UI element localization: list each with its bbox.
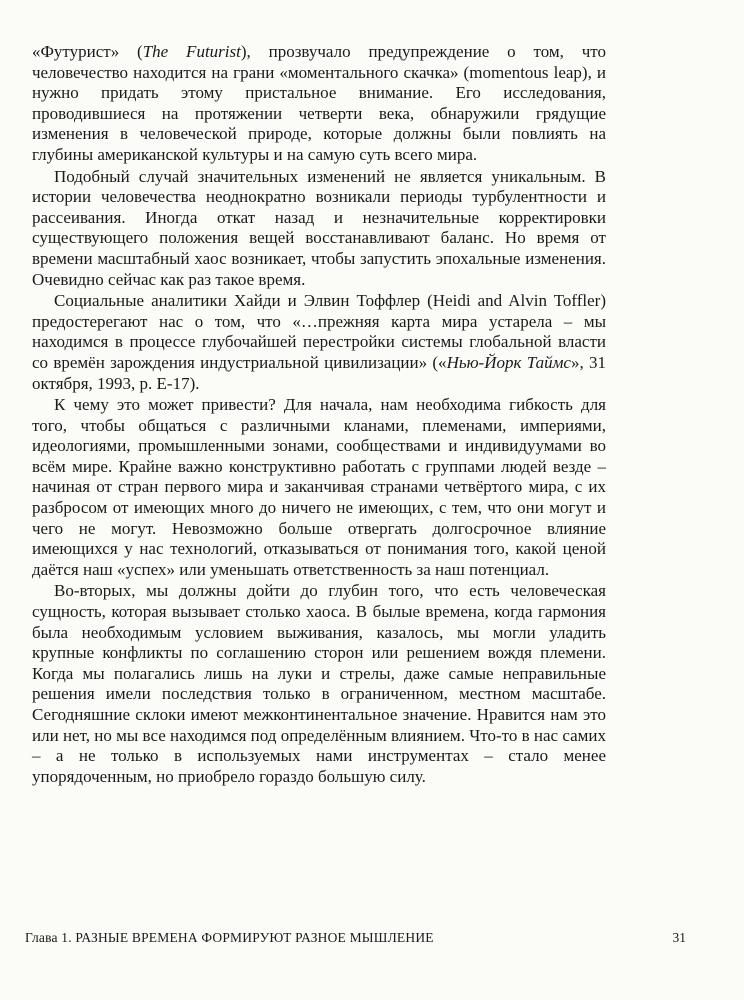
body-text [32, 42, 606, 787]
text-segment: ), прозвучало предупреждение о том, что человечество находится на грани «моментального скачка» (momentous leap), и нужно придать этому пристальное внимание. Его исследования, проводившиеся на протяжении четверти века, обнаружили грядущие изменения в человеческой природе, которые должны были повлиять на глубины американской культуры и на самую суть всего мира. [32, 42, 607, 164]
italic-text: Нью-Йорк Таймс [446, 352, 571, 372]
paragraph [32, 167, 606, 291]
text-segment: Социальные аналитики Хайди и Элвин Тоффлер (Heidi and Alvin Toffler) предостерегают нас о том, что «…прежняя карта мира устарела – мы находимся в процессе глубочайшей перестройки системы глобальной власти со времён зарождения индустриальной цивилизации» (« [32, 291, 606, 372]
running-footer-chapter: Глава 1. РАЗНЫЕ ВРЕМЕНА ФОРМИРУЮТ РАЗНОЕ МЫШЛЕНИЕ [25, 930, 434, 945]
text-segment: », 31 октября, 1993, p. E-17). [32, 352, 606, 393]
text-segment: Во-вторых, мы должны дойти до глубин того, что есть человеческая сущность, которая вызывает столько хаоса. В былые времена, когда гармония была необходимым условием выживания, казалось, мы могли уладить крупные конфликты по соглашению сторон или решением вождя племени. Когда мы полагались лишь на луки и стрелы, даже самые неправильные решения имели последствия только в ограниченном, местном масштабе. Сегодняшние склоки имеют межконтинентальное значение. Нравится нам это или нет, но мы все находимся под определённым влиянием. Что-то в нас самих – а не только в используемых нами инструментах – стало менее упорядоченным, но приобрело гораздо большую силу. [32, 581, 606, 786]
text-segment: Подобный случай значительных изменений не является уникальным. В истории человечества неоднократно возникали периоды турбулентности и рассеивания. Иногда откат назад и незначительные корректировки существующего положения вещей восстанавливают баланс. Но время от времени масштабный хаос возникает, чтобы запустить эпохальные изменения. Очевидно сейчас как раз такое время. [32, 166, 606, 289]
page-number: 31 [672, 930, 686, 945]
text-segment: «Футурист» ( [32, 42, 143, 61]
paragraph [32, 42, 606, 166]
paragraph [32, 395, 606, 580]
text-segment: К чему это может привести? Для начала, нам необходима гибкость для того, чтобы общаться с различными кланами, племенами, империями, идеологиями, промышленными зонами, сообществами и индивидуумами во всём мире. Крайне важно конструктивно работать с группами людей везде – начиная от стран первого мира и заканчивая странами четвёртого мира, с их разбросом от имеющих много до ничего не имеющих, с тем, что они могут и чего не могут. Невозможно больше отвергать долгосрочное влияние имеющихся у нас технологий, отказываться от понимания того, какой ценой даётся наш «успех» или уменьшать ответственность за наш потенциал. [32, 395, 606, 579]
paragraph [32, 581, 606, 787]
italic-text: The Futurist [142, 42, 241, 61]
paragraph [32, 291, 606, 394]
